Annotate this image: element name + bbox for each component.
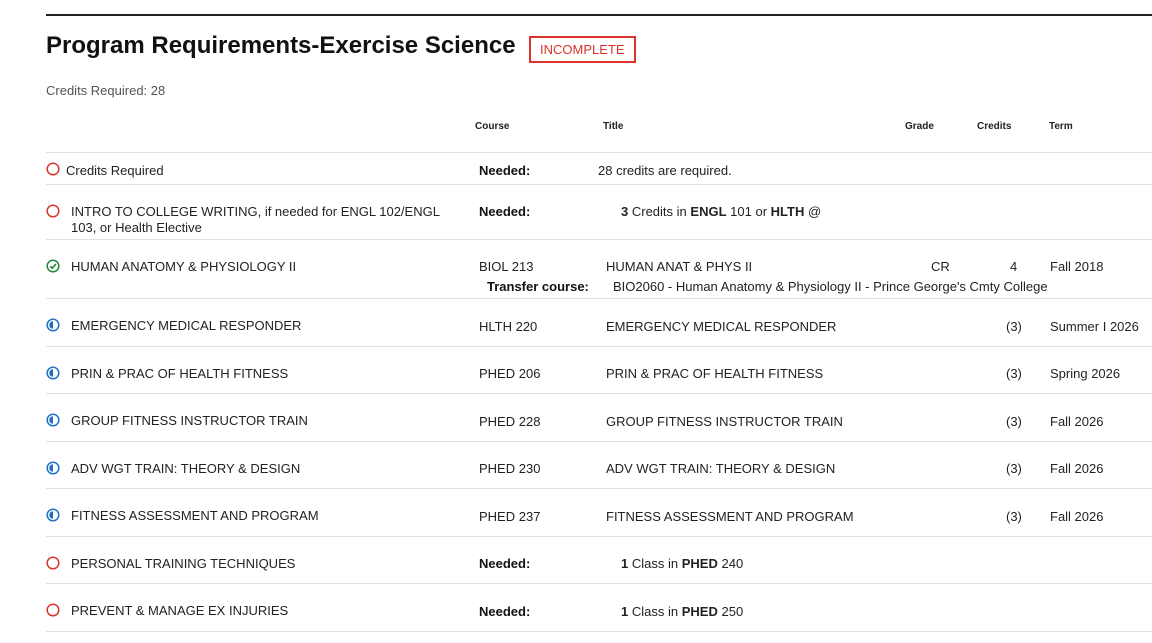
column-header-credits: Credits (977, 121, 1012, 132)
divider (46, 184, 1152, 185)
needed-unit: Class in (631, 556, 679, 571)
divider (46, 152, 1152, 153)
requirement-name: PERSONAL TRAINING TECHNIQUES (71, 556, 296, 571)
status-not-met-icon (46, 603, 60, 617)
course-title: ADV WGT TRAIN: THEORY & DESIGN (606, 461, 836, 476)
divider (46, 441, 1152, 442)
course-credits: (3) (1006, 366, 1022, 381)
course-subject-link[interactable]: HLTH (770, 204, 805, 219)
column-header-grade: Grade (905, 121, 934, 132)
top-divider (46, 14, 1152, 16)
course-number: 240 (721, 556, 744, 571)
course-grade: CR (931, 259, 950, 274)
status-in-progress-icon (46, 461, 60, 475)
course-term: Fall 2026 (1050, 509, 1104, 524)
status-not-met-icon (46, 204, 60, 218)
status-in-progress-icon (46, 413, 60, 427)
requirement-name: PREVENT & MANAGE EX INJURIES (71, 603, 289, 618)
status-not-met-icon (46, 556, 60, 570)
course-title: FITNESS ASSESSMENT AND PROGRAM (606, 509, 854, 524)
requirement-name: EMERGENCY MEDICAL RESPONDER (71, 318, 302, 333)
course-subject-link[interactable]: ENGL (690, 204, 727, 219)
course-code[interactable]: PHED 206 (479, 366, 541, 381)
needed-course-list (621, 604, 743, 619)
needed-unit: Class in (631, 604, 679, 619)
course-credits: (3) (1006, 319, 1022, 334)
requirement-name: PRIN & PRAC OF HEALTH FITNESS (71, 366, 289, 381)
credits-required-label: Credits Required: 28 (46, 83, 166, 98)
column-header-title: Title (603, 121, 624, 132)
status-badge: INCOMPLETE (529, 36, 636, 63)
divider (46, 536, 1152, 537)
status-in-progress-icon (46, 508, 60, 522)
needed-count: 1 (621, 604, 629, 619)
status-complete-icon (46, 259, 60, 273)
course-title: PRIN & PRAC OF HEALTH FITNESS (606, 366, 824, 381)
divider (46, 346, 1152, 347)
course-term: Spring 2026 (1050, 366, 1121, 381)
course-code[interactable]: PHED 237 (479, 509, 541, 524)
course-code[interactable]: PHED 228 (479, 414, 541, 429)
status-in-progress-icon (46, 366, 60, 380)
requirement-name: Credits Required (66, 163, 164, 178)
transfer-course-detail: BIO2060 - Human Anatomy & Physiology II - Prince George's Cmty College (613, 279, 1048, 294)
column-header-course: Course (475, 121, 510, 132)
needed-course-list (621, 556, 743, 571)
course-code[interactable]: BIOL 213 (479, 259, 534, 274)
transfer-course-label: Transfer course: (487, 279, 589, 294)
divider (46, 393, 1152, 394)
course-number: @ (807, 204, 822, 219)
needed-count: 1 (621, 556, 629, 571)
course-subject-link[interactable]: PHED (681, 604, 718, 619)
needed-label: Needed: (479, 163, 531, 178)
course-code[interactable]: HLTH 220 (479, 319, 538, 334)
course-credits: 4 (1010, 259, 1018, 274)
requirement-name: ADV WGT TRAIN: THEORY & DESIGN (71, 461, 301, 476)
requirement-name: GROUP FITNESS INSTRUCTOR TRAIN (71, 413, 308, 428)
course-code[interactable]: PHED 230 (479, 461, 541, 476)
course-credits: (3) (1006, 509, 1022, 524)
course-term: Fall 2026 (1050, 461, 1104, 476)
divider (46, 488, 1152, 489)
needed-unit: Credits in (631, 204, 687, 219)
column-header-term: Term (1049, 121, 1073, 132)
requirement-note: 28 credits are required. (598, 163, 732, 178)
requirement-name: HUMAN ANATOMY & PHYSIOLOGY II (71, 259, 297, 274)
divider (46, 239, 1152, 240)
course-title: GROUP FITNESS INSTRUCTOR TRAIN (606, 414, 843, 429)
course-term: Fall 2026 (1050, 414, 1104, 429)
requirement-name: FITNESS ASSESSMENT AND PROGRAM (71, 508, 319, 523)
course-term: Summer I 2026 (1050, 319, 1139, 334)
needed-count: 3 (621, 204, 629, 219)
course-title: EMERGENCY MEDICAL RESPONDER (606, 319, 837, 334)
needed-label: Needed: (479, 556, 531, 571)
requirement-name: INTRO TO COLLEGE WRITING, if needed for ENGL 102/ENGL 103, or Health Elective (71, 204, 440, 235)
divider (46, 583, 1152, 584)
course-credits: (3) (1006, 414, 1022, 429)
needed-course-list (621, 204, 821, 219)
course-number: 101 or (730, 204, 768, 219)
course-term: Fall 2018 (1050, 259, 1104, 274)
course-subject-link[interactable]: PHED (681, 556, 718, 571)
status-in-progress-icon (46, 318, 60, 332)
needed-label: Needed: (479, 604, 531, 619)
page-title: Program Requirements-Exercise Science (46, 32, 516, 59)
needed-label: Needed: (479, 204, 531, 219)
course-number: 250 (721, 604, 744, 619)
divider (46, 298, 1152, 299)
divider (46, 631, 1152, 632)
course-credits: (3) (1006, 461, 1022, 476)
status-not-met-icon (46, 162, 60, 176)
course-title: HUMAN ANAT & PHYS II (606, 259, 753, 274)
